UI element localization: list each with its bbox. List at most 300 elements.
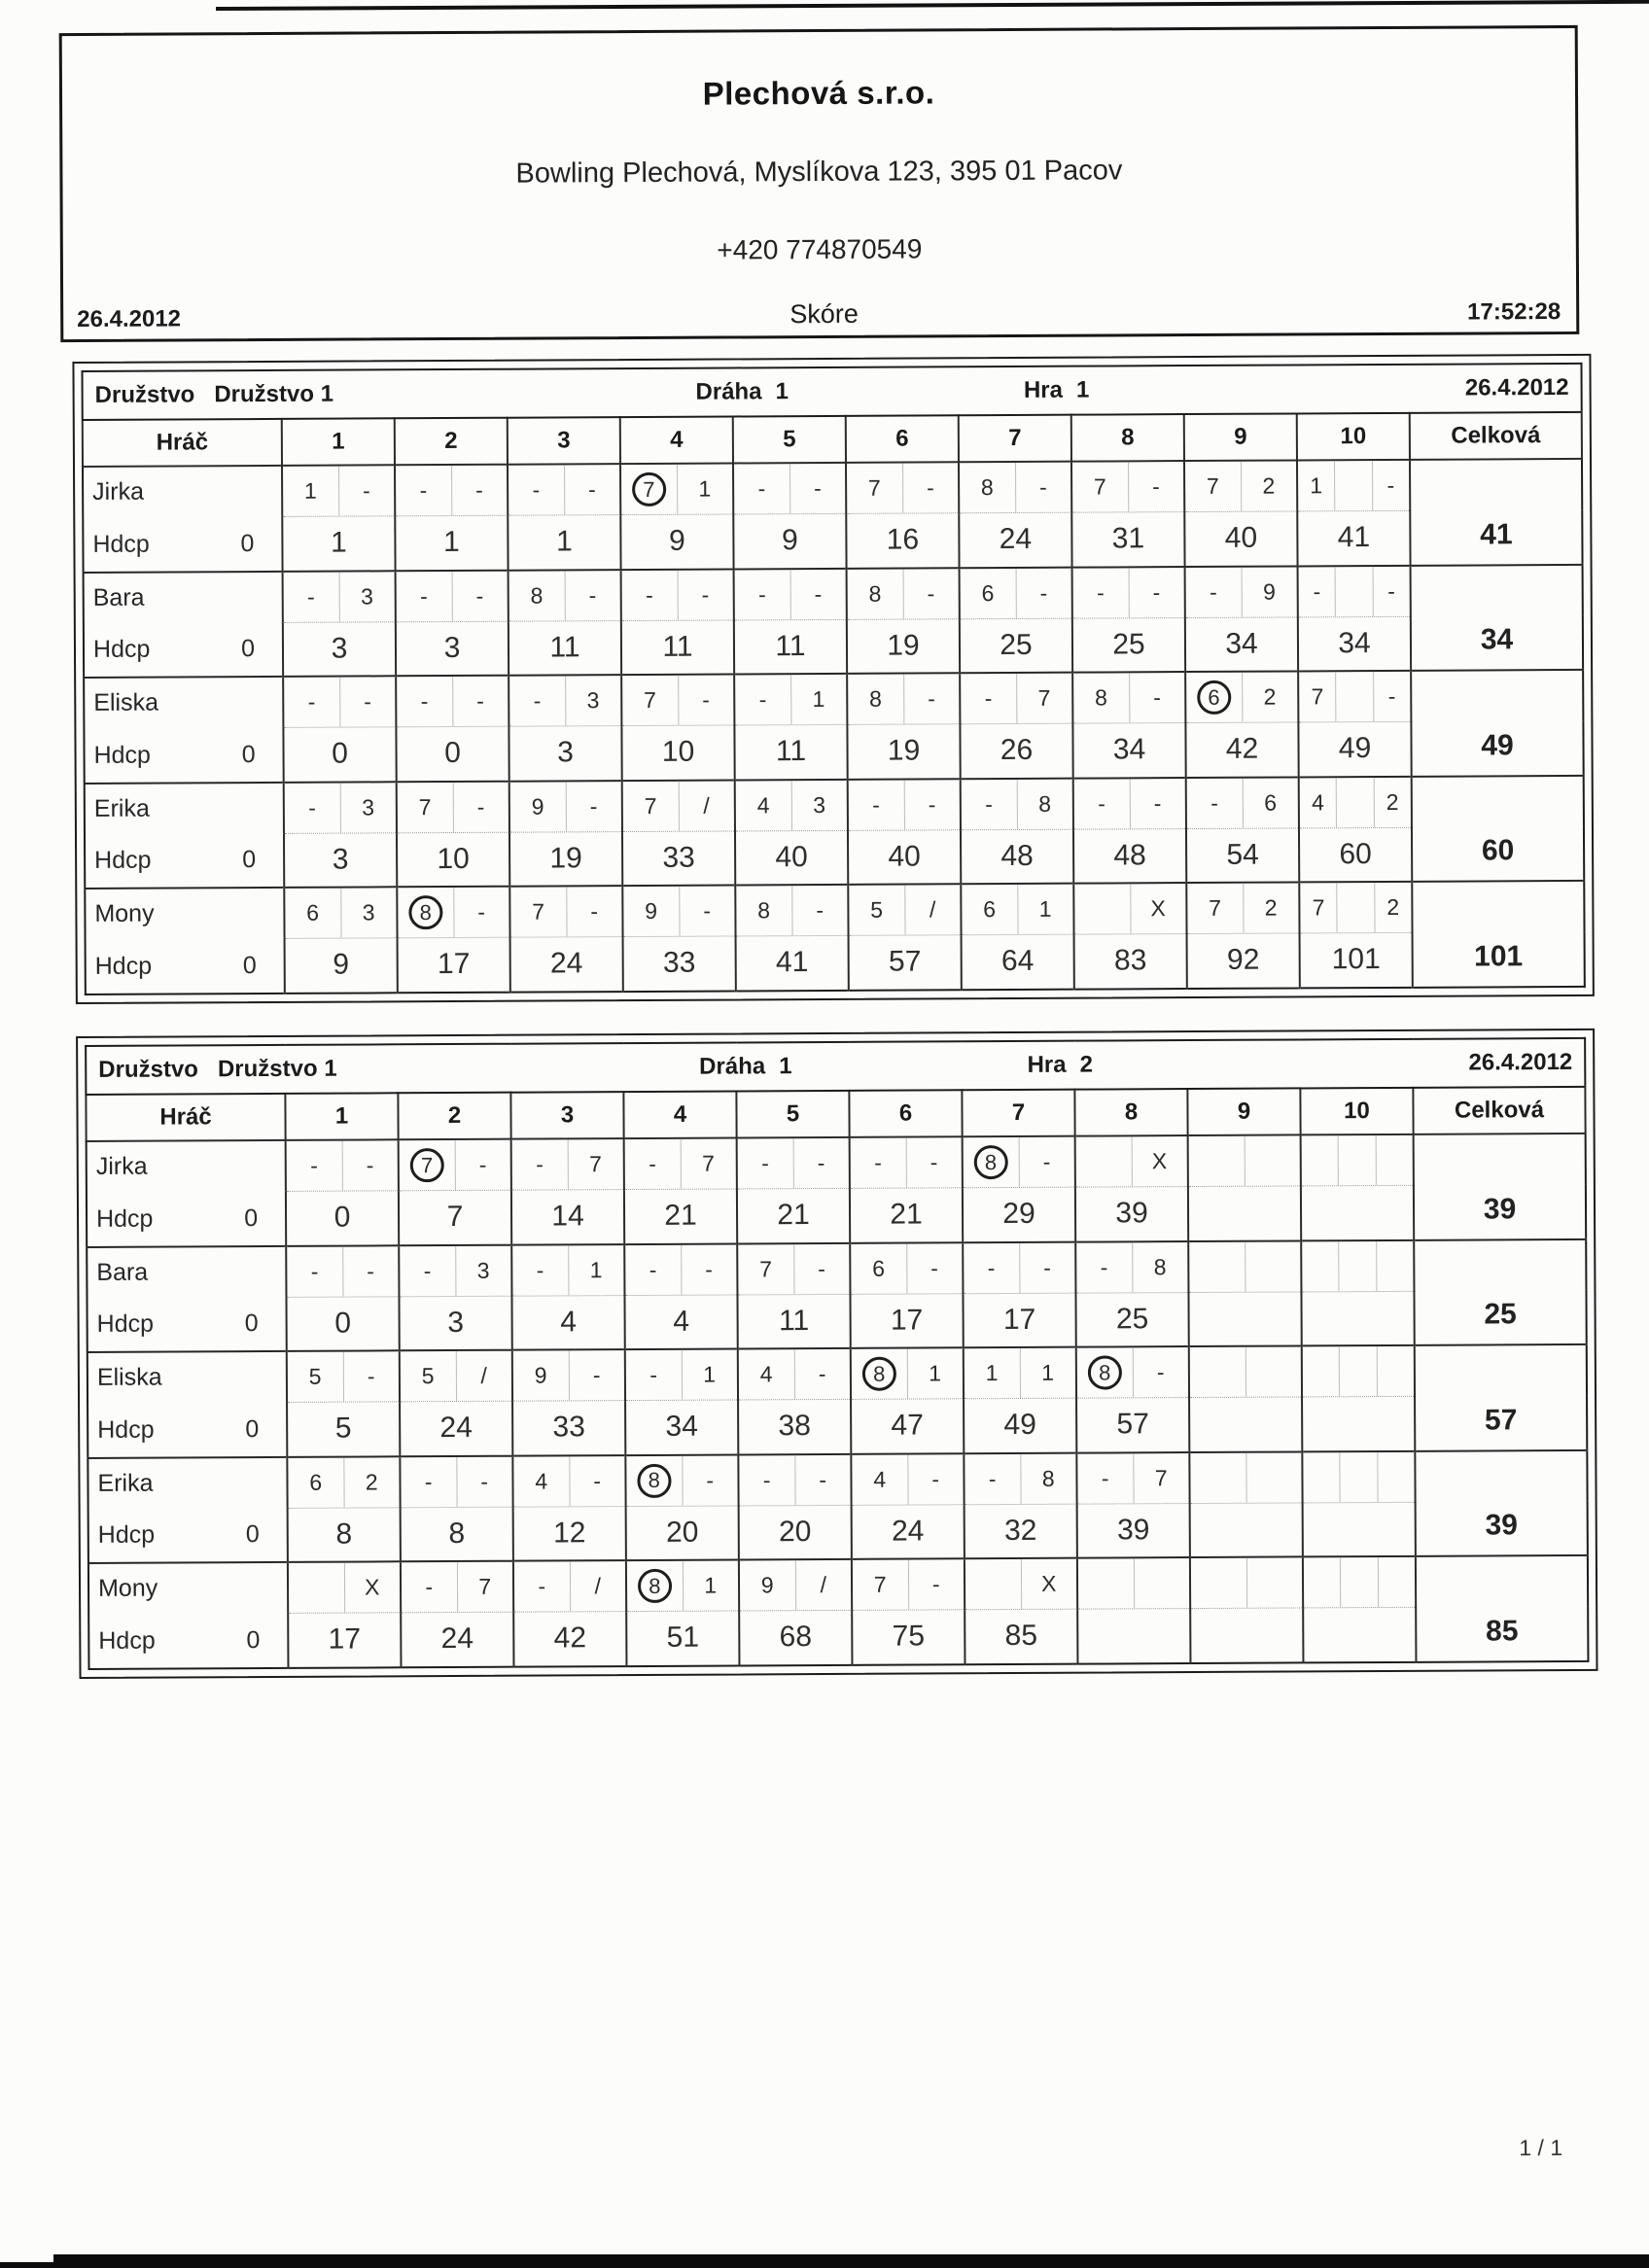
frame-throws — [738, 1348, 851, 1400]
circled-throw: 8 — [1088, 1355, 1122, 1389]
frame-throws — [964, 1452, 1076, 1504]
frame-throws — [396, 676, 509, 727]
throw-cell: - — [625, 1244, 682, 1294]
frame-score-cell: 34 — [1072, 723, 1185, 779]
team-section — [87, 1054, 596, 1084]
frame-score-cell: 48 — [961, 829, 1073, 885]
game-section — [892, 376, 1221, 405]
hdcp-cell — [83, 516, 282, 572]
frame-throws — [284, 887, 397, 938]
frame-throws — [1184, 460, 1297, 511]
header-box — [59, 25, 1580, 342]
game-label: Hra — [1027, 1051, 1067, 1078]
table-date: 26.4.2012 — [1464, 373, 1569, 401]
throw-cell: 7 — [1072, 462, 1129, 511]
throw-cell: 8 — [509, 571, 566, 620]
table-title-row — [86, 1038, 1585, 1095]
frame-subcells — [1073, 673, 1184, 723]
player-name: Bara — [87, 1245, 286, 1298]
frame-throws — [283, 571, 396, 622]
frame-throws — [288, 1561, 401, 1613]
frame-score-cell: 31 — [1071, 512, 1184, 568]
frame-subcells — [739, 1454, 850, 1505]
throw-cell — [1340, 1346, 1378, 1396]
throw-cell: - — [931, 1465, 940, 1491]
throw-cell — [1190, 1347, 1246, 1397]
frame-throws — [1190, 1556, 1303, 1608]
throw-cell: - — [735, 570, 791, 619]
throw-cell: 8 — [848, 675, 904, 724]
frame-throws — [1186, 777, 1299, 828]
frame-subcells — [851, 1243, 962, 1294]
throw-cell: 2 — [1386, 893, 1400, 920]
throw-cell: - — [1151, 473, 1160, 500]
throw-cell: - — [705, 1256, 713, 1282]
throw-cell: 3 — [813, 791, 826, 818]
frame-score-cell: 0 — [286, 1191, 399, 1246]
frame-score-cell: 49 — [964, 1398, 1076, 1453]
throw-cell — [627, 1561, 684, 1611]
frame-throws — [733, 463, 846, 514]
frame-subcells — [848, 674, 959, 724]
throw-cell: - — [816, 897, 824, 924]
frame-score-cell: 10 — [621, 725, 734, 781]
lane-section — [592, 378, 892, 407]
frame-score-cell: 0 — [286, 1296, 399, 1351]
throw-cell: 7 — [1187, 884, 1244, 933]
throw-cell: 9 — [1262, 578, 1276, 605]
throw-cell: - — [475, 582, 484, 609]
throw-cell: - — [849, 780, 905, 829]
throw-cell — [1246, 1241, 1301, 1291]
frame-subcells — [734, 464, 845, 514]
frame-throws — [1188, 1134, 1301, 1186]
throw-cell: - — [397, 571, 453, 620]
frame-subcells — [283, 466, 394, 516]
frame-throws — [1298, 671, 1411, 722]
frame-subcells — [740, 1560, 851, 1611]
frame-header-3: 3 — [508, 417, 620, 465]
throw-cell — [1186, 673, 1243, 722]
throw-cell: - — [590, 898, 599, 925]
frame-subcells — [400, 1245, 510, 1296]
frame-score-cell: 11 — [734, 619, 847, 675]
throw-cell: - — [476, 793, 485, 820]
team-label: Družstvo — [98, 1056, 199, 1083]
frame-throws — [282, 465, 395, 516]
frame-score-cell: 10 — [397, 832, 509, 888]
hdcp-label: Hdcp — [93, 741, 152, 769]
frame-subcells — [509, 676, 620, 726]
frame-subcells — [1187, 778, 1298, 828]
throw-cell: 1 — [703, 1361, 717, 1387]
throw-cell: - — [509, 676, 566, 725]
player-score-row — [83, 509, 1582, 572]
frame-subcells — [964, 1137, 1074, 1188]
frame-score-cell: 54 — [1186, 827, 1299, 883]
frame-throws — [1075, 1241, 1188, 1293]
throw-cell: - — [626, 1350, 683, 1400]
throw-cell — [1191, 1558, 1247, 1608]
hdcp-label: Hdcp — [95, 1204, 154, 1233]
throw-cell: - — [1074, 779, 1131, 828]
throw-cell: 8 — [1041, 1465, 1055, 1491]
player-name: Jirka — [83, 466, 282, 518]
frame-throws — [963, 1136, 1075, 1188]
frame-throws — [737, 1242, 850, 1294]
throw-cell: - — [814, 580, 823, 607]
throw-cell — [1077, 1347, 1134, 1397]
frame-subcells — [1186, 672, 1297, 722]
throw-cell: - — [961, 674, 1017, 723]
hdcp-content — [88, 1204, 285, 1233]
frame-score-cell: 39 — [1075, 1187, 1188, 1242]
frame-subcells — [398, 782, 509, 832]
frame-score-cell: 19 — [509, 831, 622, 887]
hdcp-label: Hdcp — [98, 1626, 156, 1655]
throw-cell: 8 — [736, 886, 792, 935]
frame-subcells — [622, 570, 733, 620]
throw-cell: 7 — [738, 1244, 794, 1294]
throw-cell: X — [1150, 895, 1166, 922]
hdcp-cell — [85, 833, 284, 889]
throw-cell: - — [734, 464, 790, 513]
total-score-cell: 34 — [1411, 564, 1584, 670]
total-column-header: Celková — [1413, 1087, 1585, 1134]
frame-throws — [1185, 671, 1298, 722]
total-score-cell: 39 — [1415, 1449, 1588, 1555]
throw-cell — [1379, 1557, 1416, 1607]
hdcp-content — [85, 635, 282, 664]
throw-cell: / — [703, 792, 710, 819]
throw-cell: - — [362, 477, 370, 504]
throw-cell: 6 — [288, 1457, 344, 1507]
frame-score-cell: 41 — [1297, 510, 1410, 566]
frame-throws — [848, 884, 961, 935]
player-name: Mony — [88, 1562, 288, 1615]
frame-subcells — [289, 1562, 400, 1613]
frame-score-cell: 4 — [511, 1295, 624, 1350]
frame-score-cell: 34 — [1298, 616, 1411, 672]
frame-throws — [397, 887, 509, 938]
throw-cell: 2 — [365, 1468, 378, 1494]
throw-cell: - — [964, 1242, 1020, 1292]
frame-subcells — [962, 779, 1072, 829]
player-throws-row — [87, 1134, 1586, 1193]
frame-score-cell: 26 — [960, 723, 1072, 779]
player-score-row — [88, 1606, 1588, 1668]
game-section — [895, 1051, 1225, 1080]
frame-throws — [399, 1244, 511, 1296]
total-score-cell: 25 — [1414, 1239, 1587, 1344]
frame-throws — [1072, 672, 1185, 723]
throw-cell — [1078, 1558, 1135, 1608]
throw-cell: 3 — [586, 687, 600, 714]
frame-score-cell: 11 — [509, 620, 621, 676]
throw-cell: - — [285, 783, 341, 832]
frame-score-cell: 16 — [846, 513, 959, 569]
throw-cell: - — [1038, 473, 1047, 500]
throw-cell: - — [739, 1455, 795, 1505]
player-column-header: Hráč — [86, 1094, 285, 1141]
frame-subcells — [626, 1349, 737, 1400]
circled-throw: 8 — [637, 1463, 671, 1497]
throw-cell: 2 — [1262, 472, 1276, 499]
throw-cell — [1376, 1135, 1413, 1185]
frame-score-cell: 19 — [847, 724, 960, 780]
frame-score-cell: 32 — [965, 1504, 1077, 1559]
throw-cell: - — [930, 1254, 938, 1280]
frame-score-cell: 11 — [737, 1294, 850, 1349]
throw-cell: 4 — [852, 1454, 908, 1504]
throw-cell — [1076, 1136, 1133, 1186]
throw-cell — [626, 1455, 683, 1505]
frame-throws — [735, 779, 848, 830]
throw-cell: - — [592, 1362, 601, 1388]
player-throws-row — [85, 775, 1584, 834]
frame-subcells — [398, 888, 509, 938]
frame-header-8: 8 — [1071, 414, 1184, 462]
frame-score-cell: 29 — [963, 1187, 1075, 1242]
frame-throws — [847, 568, 960, 619]
throw-cell: - — [1387, 682, 1396, 709]
frame-score-cell: 68 — [739, 1610, 852, 1665]
player-score-row — [85, 826, 1584, 889]
frame-throws — [850, 1136, 963, 1188]
frame-score-cell: 24 — [959, 512, 1071, 568]
frame-subcells — [512, 1139, 623, 1190]
player-throws-row — [88, 1344, 1587, 1404]
frame-score-cell: 21 — [737, 1188, 850, 1243]
throw-cell: 1 — [812, 685, 825, 713]
frame-subcells — [1300, 883, 1411, 933]
frame-score-cell: 1 — [508, 515, 620, 571]
frame-score-cell: 17 — [963, 1293, 1075, 1348]
throw-cell — [1377, 1346, 1414, 1396]
frame-subcells — [961, 674, 1071, 724]
frame-throws — [1302, 1450, 1415, 1502]
throw-cell — [1304, 1557, 1342, 1607]
hdcp-label: Hdcp — [92, 530, 150, 558]
throw-cell: 8 — [1153, 1253, 1167, 1279]
hdcp-content — [88, 1309, 286, 1339]
frame-subcells — [625, 1244, 736, 1295]
throw-cell: X — [365, 1574, 380, 1600]
frame-subcells — [1303, 1451, 1414, 1502]
hdcp-label: Hdcp — [92, 635, 151, 663]
frame-score-cell — [1190, 1502, 1303, 1557]
frame-subcells — [621, 464, 732, 514]
frame-score-cell: 19 — [847, 618, 960, 674]
frame-score-cell: 49 — [1298, 721, 1411, 777]
throw-cell — [1190, 1452, 1246, 1502]
frame-score-cell — [1301, 1185, 1414, 1240]
frame-subcells — [1190, 1346, 1301, 1397]
throw-cell: - — [1153, 684, 1161, 711]
frame-score-cell: 40 — [848, 829, 961, 885]
frame-score-cell — [1190, 1608, 1303, 1663]
hdcp-label: Hdcp — [94, 846, 152, 874]
frame-throws — [625, 1348, 738, 1400]
frame-header-3: 3 — [510, 1092, 623, 1139]
scan-edge-bottom — [53, 2254, 1649, 2268]
frame-score-cell: 40 — [1184, 511, 1297, 567]
frame-subcells — [625, 1138, 736, 1189]
company-address: Bowling Plechová, Myslíkova 123, 395 01 Pacov — [515, 155, 1123, 190]
throw-cell — [1378, 1451, 1415, 1501]
hdcp-value: 0 — [244, 1204, 259, 1232]
throw-cell: - — [701, 581, 710, 608]
throw-cell: 5 — [401, 1351, 457, 1401]
hdcp-label: Hdcp — [94, 952, 153, 980]
frame-throws — [401, 1561, 513, 1613]
frame-subcells — [1072, 462, 1183, 512]
throw-cell: - — [817, 1150, 825, 1176]
hdcp-cell — [88, 1508, 288, 1563]
frame-score-cell: 48 — [1073, 828, 1186, 884]
player-throws-row — [83, 459, 1582, 518]
throw-cell: 9 — [510, 782, 567, 831]
throw-cell — [1338, 883, 1376, 932]
team-name: Družstvo 1 — [214, 380, 334, 408]
frame-subcells — [1299, 566, 1410, 616]
frame-score-cell — [1303, 1607, 1416, 1662]
throw-cell: - — [512, 1245, 569, 1295]
throw-cell — [1303, 1346, 1341, 1396]
throw-cell: 9 — [623, 887, 680, 936]
throw-cell — [398, 888, 454, 937]
throw-cell: 7 — [1037, 684, 1051, 711]
frame-score-cell — [1302, 1396, 1415, 1451]
player-score-row — [87, 1184, 1586, 1246]
frame-subcells — [1302, 1135, 1413, 1186]
hdcp-value: 0 — [242, 846, 257, 874]
throw-cell: - — [813, 475, 822, 502]
frame-subcells — [1185, 461, 1296, 511]
throw-cell: - — [819, 1466, 827, 1492]
throw-cell — [1377, 1240, 1414, 1290]
frame-throws — [738, 1453, 851, 1505]
throw-cell — [852, 1349, 908, 1399]
throw-cell: 3 — [362, 899, 375, 925]
frame-header-1: 1 — [282, 418, 395, 466]
throw-cell: 9 — [513, 1350, 570, 1400]
frame-score-cell: 92 — [1187, 933, 1300, 989]
frame-score-cell — [1189, 1397, 1302, 1452]
player-name: Jirka — [87, 1140, 286, 1193]
throw-cell: 8 — [1073, 673, 1130, 722]
lane-section — [596, 1053, 895, 1082]
throw-cell: 1 — [704, 1572, 718, 1598]
throw-cell: / — [594, 1573, 602, 1599]
frame-throws — [734, 674, 847, 725]
frame-score-cell: 4 — [624, 1294, 737, 1349]
frame-throws — [1073, 883, 1186, 934]
throw-cell: / — [929, 896, 936, 923]
frame-subcells — [962, 885, 1072, 935]
frame-score-cell: 33 — [622, 830, 735, 886]
frame-throws — [513, 1560, 626, 1612]
frame-subcells — [1299, 672, 1410, 722]
throw-cell: - — [851, 1138, 907, 1188]
throw-cell: - — [818, 1360, 826, 1387]
frame-throws — [964, 1347, 1076, 1399]
frame-subcells — [1074, 884, 1185, 934]
throw-cell: - — [587, 476, 596, 503]
frame-header-4: 4 — [623, 1091, 736, 1138]
frame-throws — [1072, 567, 1185, 618]
frame-throws — [286, 1139, 399, 1191]
frame-subcells — [288, 1351, 399, 1402]
player-throws-row — [85, 881, 1584, 940]
hdcp-value: 0 — [246, 1625, 261, 1654]
throw-cell: 6 — [962, 885, 1018, 934]
lane-value: 1 — [775, 378, 789, 405]
hdcp-label: Hdcp — [97, 1520, 156, 1549]
frame-header-2: 2 — [395, 418, 508, 466]
frame-subcells — [1304, 1557, 1415, 1608]
frame-throws — [511, 1244, 624, 1296]
frame-throws — [1076, 1452, 1189, 1504]
frame-throws — [734, 568, 847, 619]
throw-cell: - — [366, 1152, 374, 1178]
frame-throws — [1077, 1557, 1190, 1609]
frame-subcells — [1191, 1557, 1302, 1608]
throw-cell — [1335, 461, 1373, 510]
frame-throws — [396, 570, 509, 621]
frame-score-cell: 42 — [513, 1612, 626, 1667]
total-score-cell: 101 — [1412, 881, 1585, 987]
table-date: 26.4.2012 — [1468, 1048, 1573, 1076]
frame-throws — [509, 886, 622, 937]
frame-score-cell: 25 — [1075, 1292, 1188, 1347]
frame-score-cell: 11 — [734, 724, 847, 780]
throw-cell: - — [397, 677, 453, 726]
frame-score-cell: 25 — [1072, 617, 1185, 673]
frame-throws — [1075, 1135, 1188, 1187]
frame-subcells — [287, 1246, 398, 1297]
throw-cell: 7 — [398, 782, 454, 831]
frame-throws — [1297, 460, 1410, 511]
throw-cell: - — [1156, 1359, 1165, 1385]
throw-cell: 7 — [589, 1151, 602, 1177]
frame-throws — [1186, 882, 1299, 933]
frame-subcells — [397, 677, 508, 727]
throw-cell: - — [401, 1456, 457, 1506]
hdcp-content — [89, 1520, 287, 1550]
total-score-cell: 41 — [1410, 459, 1583, 565]
player-score-row — [86, 931, 1585, 994]
frame-score-cell: 60 — [1299, 827, 1412, 883]
throw-cell: - — [1073, 568, 1130, 617]
frame-throws — [1188, 1240, 1301, 1292]
frame-throws — [624, 1137, 737, 1189]
frame-subcells — [623, 781, 734, 831]
hdcp-value: 0 — [245, 1520, 260, 1549]
throw-cell: 1 — [1041, 1359, 1055, 1385]
score-table-game-1 — [72, 354, 1594, 1004]
throw-cell: 3 — [362, 793, 375, 820]
frame-header-5: 5 — [733, 416, 846, 464]
frame-subcells — [1074, 779, 1185, 829]
frame-subcells — [1300, 777, 1411, 827]
frame-throws — [287, 1350, 400, 1402]
document-title: Skóre — [789, 298, 859, 330]
table-title-row — [82, 364, 1581, 420]
throw-cell: - — [400, 1245, 456, 1295]
frame-throws — [512, 1455, 625, 1507]
lane-label: Dráha — [699, 1053, 766, 1080]
